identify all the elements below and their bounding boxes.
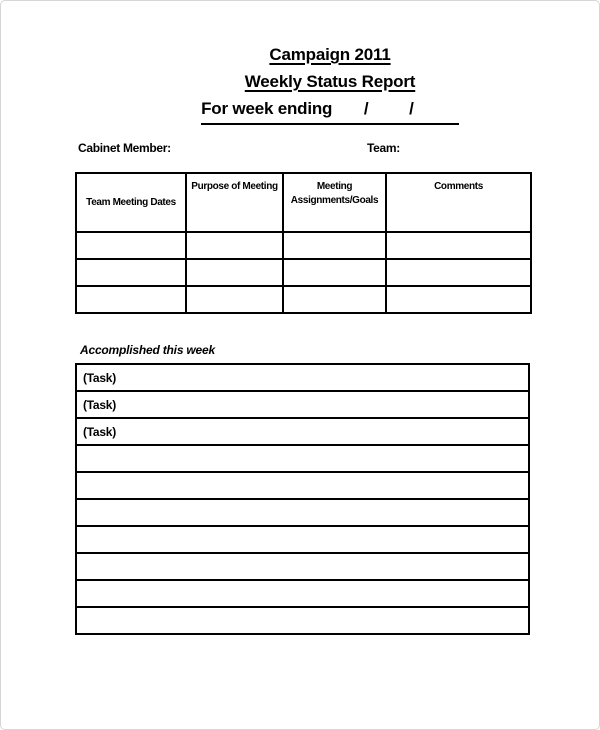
meeting-comments-cell <box>386 286 531 313</box>
week-ending-row <box>60 95 600 125</box>
meeting-purpose-cell <box>186 232 283 259</box>
header-team-meeting-dates: Team Meeting Dates <box>76 173 186 232</box>
task-cell <box>76 526 529 553</box>
task-cell <box>76 472 529 499</box>
meeting-date-cell <box>76 232 186 259</box>
task-cell <box>76 607 529 634</box>
meeting-comments-cell <box>386 259 531 286</box>
task-cell: (Task) <box>76 418 529 445</box>
task-row <box>76 391 529 418</box>
meeting-comments-cell <box>386 232 531 259</box>
accomplished-tasks-table <box>75 363 530 635</box>
task-row <box>76 445 529 472</box>
meeting-purpose-cell <box>186 286 283 313</box>
campaign-title: Campaign 2011 <box>269 45 391 64</box>
meetings-row <box>76 232 531 259</box>
meetings-header-row <box>76 173 531 232</box>
cabinet-member-label: Cabinet Member: <box>78 141 171 155</box>
meeting-assignments-cell <box>283 286 386 313</box>
task-row <box>76 526 529 553</box>
meetings-row <box>76 259 531 286</box>
team-label: Team: <box>367 141 400 155</box>
task-cell: (Task) <box>76 391 529 418</box>
accomplished-this-week-label: Accomplished this week <box>80 343 215 357</box>
meetings-row <box>76 286 531 313</box>
task-row <box>76 553 529 580</box>
meetings-table <box>75 172 532 314</box>
meeting-date-cell <box>76 259 186 286</box>
task-cell: (Task) <box>76 364 529 391</box>
meeting-assignments-cell <box>283 232 386 259</box>
task-row <box>76 418 529 445</box>
task-cell <box>76 553 529 580</box>
task-row <box>76 607 529 634</box>
header-purpose-of-meeting: Purpose of Meeting <box>186 173 283 232</box>
task-row <box>76 364 529 391</box>
task-row <box>76 472 529 499</box>
week-ending-blank-line: For week ending / / <box>201 96 459 125</box>
field-labels-row <box>75 141 530 157</box>
meeting-assignments-cell <box>283 259 386 286</box>
title-block <box>60 41 600 125</box>
meeting-date-cell <box>76 286 186 313</box>
task-cell <box>76 445 529 472</box>
header-meeting-assignments-goals: Meeting Assignments/Goals <box>283 173 386 232</box>
task-cell <box>76 580 529 607</box>
task-row <box>76 499 529 526</box>
task-row <box>76 580 529 607</box>
meeting-purpose-cell <box>186 259 283 286</box>
report-title: Weekly Status Report <box>244 72 416 91</box>
task-cell <box>76 499 529 526</box>
header-comments: Comments <box>386 173 531 232</box>
